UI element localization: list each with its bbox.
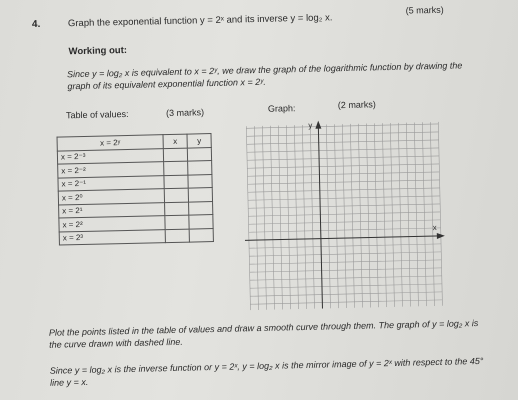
x-axis (245, 236, 441, 240)
grid-line-vertical (430, 122, 434, 306)
table-marks: (3 marks) (165, 107, 205, 119)
x-axis-label: x (432, 222, 437, 233)
grid-line-vertical (350, 124, 354, 308)
grid-line-vertical (334, 124, 338, 308)
grid-line-vertical (310, 125, 314, 309)
grid-line-vertical (254, 126, 258, 310)
y-axis-arrow-icon (315, 121, 321, 129)
grid-line-vertical (414, 122, 418, 306)
x-cell[interactable] (164, 161, 188, 175)
grid-line-vertical (278, 126, 282, 310)
grid-line-vertical (398, 123, 402, 307)
y-cell[interactable] (188, 188, 212, 202)
grid-line-vertical (270, 126, 274, 310)
header-y: y (187, 134, 211, 148)
y-cell[interactable] (189, 201, 213, 215)
x-cell[interactable] (163, 148, 187, 162)
graph-label: Graph: (267, 103, 296, 114)
grid-line-vertical (358, 124, 362, 308)
row-label: x = 2² (59, 216, 165, 232)
table-of-values (57, 133, 214, 245)
row-label: x = 2³ (59, 229, 165, 245)
grid-line-vertical (422, 122, 426, 306)
y-cell[interactable] (189, 215, 213, 229)
grid-line-vertical (294, 125, 298, 309)
question-text: Graph the exponential function y = 2ˣ and its inverse y = log₂ x. (67, 12, 333, 30)
grid-line-vertical (406, 123, 410, 307)
question-marks: (5 marks) (405, 4, 444, 16)
y-axis-label: y (308, 120, 313, 130)
y-axis (318, 127, 322, 309)
grid-line-vertical (390, 123, 394, 307)
graph-grid-svg (242, 116, 446, 310)
row-label: x = 2⁻² (58, 162, 164, 178)
grid-line-vertical (374, 123, 378, 307)
grid-line-vertical (286, 125, 290, 309)
x-cell[interactable] (165, 215, 189, 229)
grid-line-vertical (382, 123, 386, 307)
x-cell[interactable] (165, 202, 189, 216)
y-cell[interactable] (189, 228, 213, 242)
grid-line-vertical (302, 125, 306, 309)
graph-grid[interactable] (242, 116, 446, 310)
grid-line-vertical (342, 124, 346, 308)
x-cell[interactable] (164, 175, 188, 189)
intro-text: Since y = log₂ x is equivalent to x = 2ʸ, we draw the graph of the logarithmic function by drawing the graph of its equivalent exponential function x = 2ʸ. (66, 60, 463, 92)
grid-line-vertical (366, 124, 370, 308)
row-label: x = 2¹ (59, 202, 165, 218)
row-label: x = 2⁻³ (57, 148, 163, 164)
question-number: 4. (31, 18, 41, 31)
header-x-eq-2y: x = 2ʸ (57, 135, 163, 151)
grid-line-vertical (246, 126, 250, 310)
grid-lines (246, 122, 442, 310)
grid-line-vertical (438, 122, 442, 306)
grid-line-vertical (262, 126, 266, 310)
x-cell[interactable] (164, 188, 188, 202)
instruction-text: Plot the points listed in the table of values and draw a smooth curve through them. The graph of y = log₂ x is the curve drawn with dashed line. (48, 318, 479, 350)
row-label: x = 2⁰ (58, 189, 164, 205)
grid-line-vertical (326, 124, 330, 308)
y-cell[interactable] (188, 161, 212, 175)
inverse-note-text: Since y = log₂ x is the inverse function or y = 2ˣ, y = log₂ x is the mirror image of y = 2ˣ with respect to the 45° line y = x. (49, 355, 484, 388)
table-row (59, 228, 213, 245)
x-cell[interactable] (165, 229, 189, 243)
table-of-values-label: Table of values: (65, 108, 129, 121)
y-cell[interactable] (187, 147, 211, 161)
row-label: x = 2⁻¹ (58, 175, 164, 191)
working-out-label: Working out: (68, 44, 128, 58)
graph-marks: (2 marks) (337, 99, 376, 111)
y-cell[interactable] (188, 174, 212, 188)
header-x: x (163, 134, 187, 148)
